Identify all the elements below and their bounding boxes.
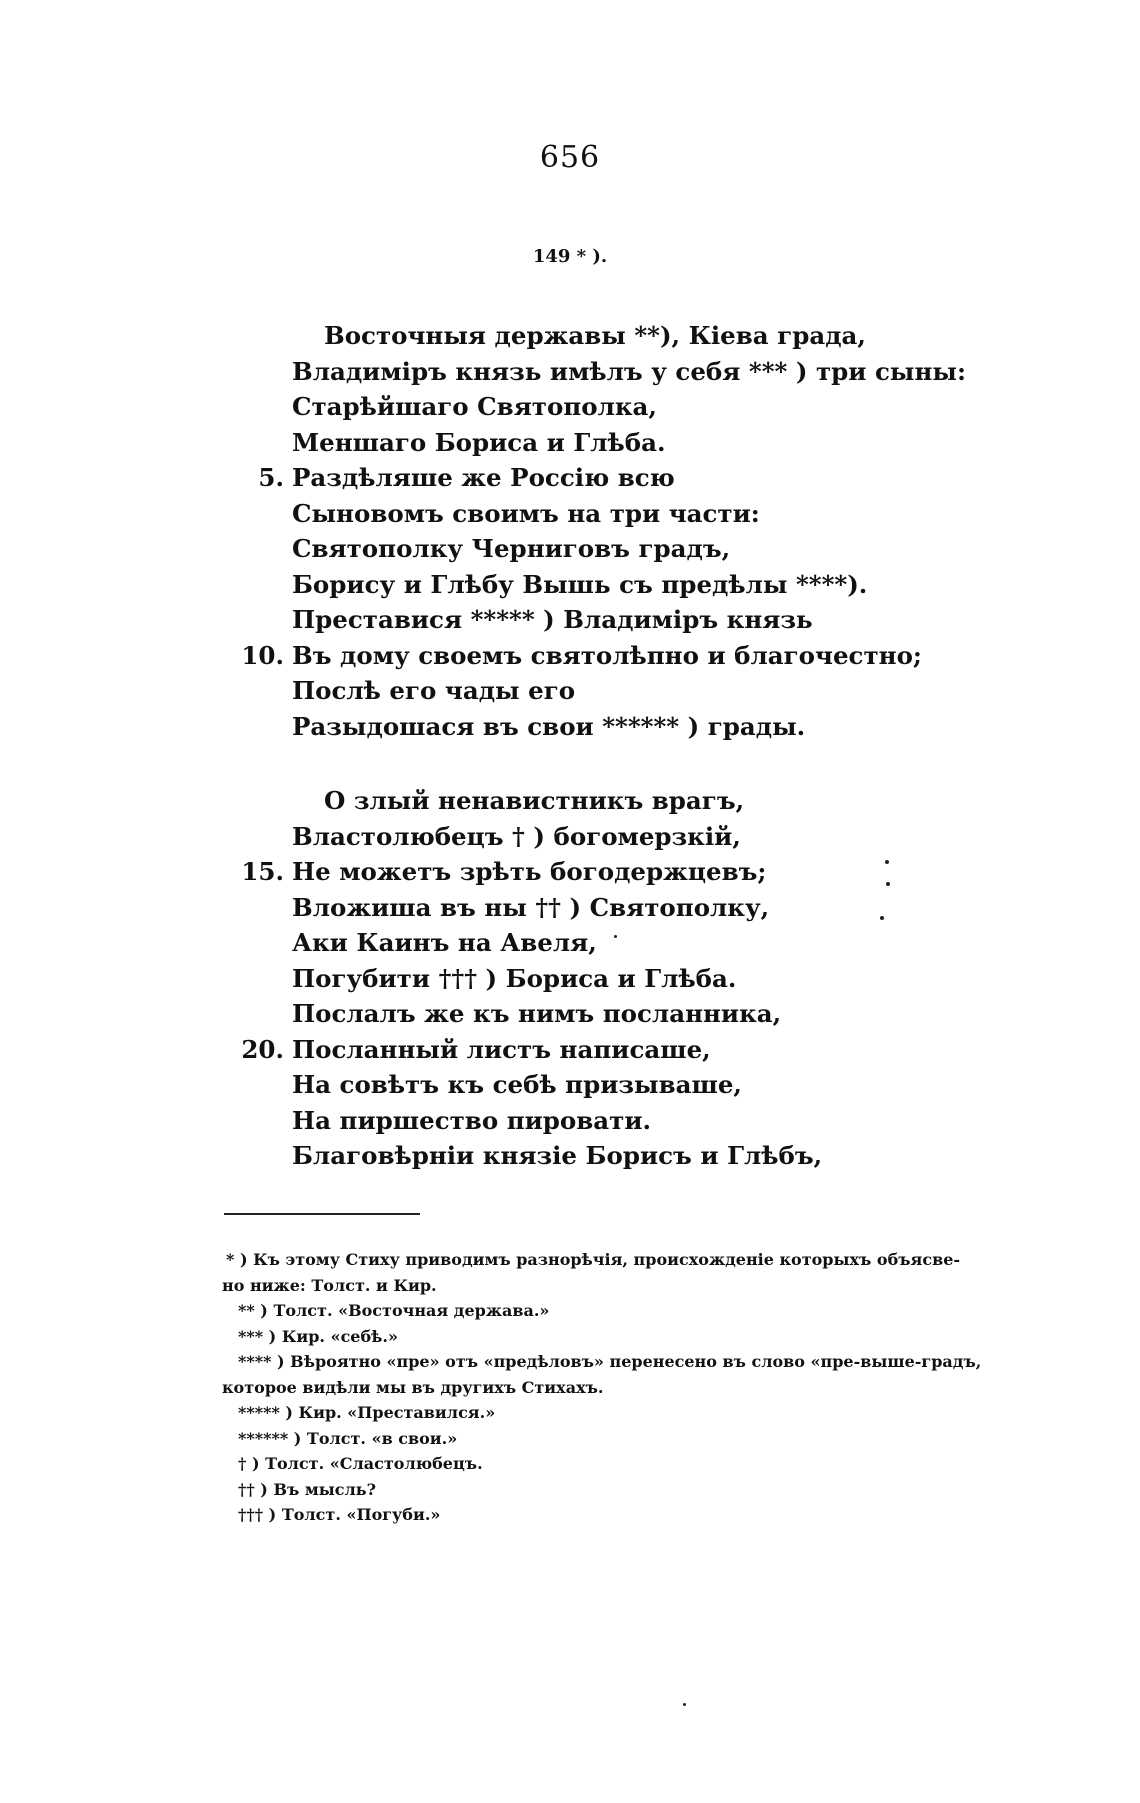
verse-line [200,567,1080,603]
verse-text: На совѣтъ къ себѣ призываше, [292,1070,742,1099]
verse-text: Старѣйшаго Святополка, [292,392,657,421]
verse-line [200,996,1080,1032]
verse-number: 15. [241,857,284,886]
verse-text: Раздѣляше же Россію всю [292,463,675,492]
verse-line [200,709,1080,745]
ink-speck [683,1703,686,1706]
verse-line [200,1067,1080,1103]
stanza-1 [200,318,1080,744]
footnote-line: ** ) Толст. «Восточная держава.» [238,1301,550,1320]
verse-line [200,783,1080,819]
footnote-line: ****** ) Толст. «в свои.» [238,1428,458,1448]
verse-text: Благовѣрніи князіе Борисъ и Глѣбъ, [292,1141,823,1170]
verse-line [200,854,1080,890]
verse-line [200,531,1080,567]
verse-number: 5. [258,463,284,492]
verse-text: Посланный листъ написаше, [292,1034,711,1064]
footnote-line: *** ) Кир. «себѣ.» [238,1326,398,1346]
footnote-line: ††† ) Толст. «Погуби.» [238,1505,441,1524]
verse-text: Въ дому своемъ святолѣпно и благочестно; [292,640,922,670]
verse-line [200,638,1080,674]
verse-number: 10. [241,640,284,670]
stanza-2 [200,783,1080,1174]
verse-line [200,496,1080,532]
verse-text: Сыновомъ своимъ на три части: [292,498,760,528]
verse-text: Властолюбецъ † ) богомерзкій, [292,821,741,851]
verse-line [200,819,1080,855]
verse-number: 20. [241,1034,284,1064]
verse-text: Послѣ его чады его [292,676,576,705]
verse-text: Восточныя державы **), Кіева града, [324,321,866,350]
ink-speck [614,935,617,938]
verse-text: Преставися ***** ) Владиміръ князь [292,605,813,634]
verse-text: Погубити ††† ) Бориса и Глѣба. [292,963,737,993]
poem-number: 149 * ). [532,246,608,267]
footnote-line: которое видѣли мы въ другихъ Стихахъ. [222,1377,604,1397]
footnote-line: † ) Толст. «Сластолюбецъ. [238,1454,483,1473]
verse-text: Святополку Черниговъ градъ, [292,534,731,563]
verse-line [200,1138,1080,1174]
verse-line [200,389,1080,425]
verse-text: Аки Каинъ на Авеля, [292,928,597,957]
footnote-line: †† ) Въ мысль? [238,1479,377,1499]
footnote-rule [224,1213,420,1215]
verse-line [200,460,1080,496]
footnote-line: **** ) Вѣроятно «пре» отъ «предѣловъ» перенесено въ слово «пре-выше-градъ, [238,1352,982,1371]
footnote-line: ***** ) Кир. «Преставился.» [238,1403,496,1422]
verse-text: О злый ненавистникъ врагъ, [324,786,745,815]
footnote-line: но ниже: Толст. и Кир. [222,1275,437,1295]
verse-line [200,925,1080,961]
verse-line [200,602,1080,638]
verse-line [200,890,1080,926]
ink-speck [885,860,889,864]
verse-line [200,961,1080,997]
footnote-line: * ) Къ этому Стиху приводимъ разнорѣчія, происхожденіе которыхъ объясве- [226,1250,961,1269]
ink-speck [886,882,890,886]
verse-text: Борису и Глѣбу Вышь съ предѣлы ****). [292,569,868,599]
verse-line [200,1103,1080,1139]
verse-text: Вложиша въ ны †† ) Святополку, [292,892,770,922]
verse-text: Меншаго Бориса и Глѣба. [292,427,666,457]
page-number: 656 [539,140,601,175]
ink-speck [880,916,884,920]
verse-line [200,1032,1080,1068]
verse-text: Послалъ же къ нимъ посланника, [292,999,782,1028]
footnotes [222,1247,1082,1528]
verse-text: Разыдошася въ свои ****** ) грады. [292,711,806,741]
verse-line [200,673,1080,709]
verse-text: Не можетъ зрѣть богодержцевъ; [292,857,767,886]
verse-line [200,425,1080,461]
verse-text: На пиршество пировати. [292,1105,652,1135]
verse-line [200,318,1080,354]
verse-line [200,354,1080,390]
verse-text: Владиміръ князь имѣлъ у себя *** ) три сыны: [292,356,967,386]
